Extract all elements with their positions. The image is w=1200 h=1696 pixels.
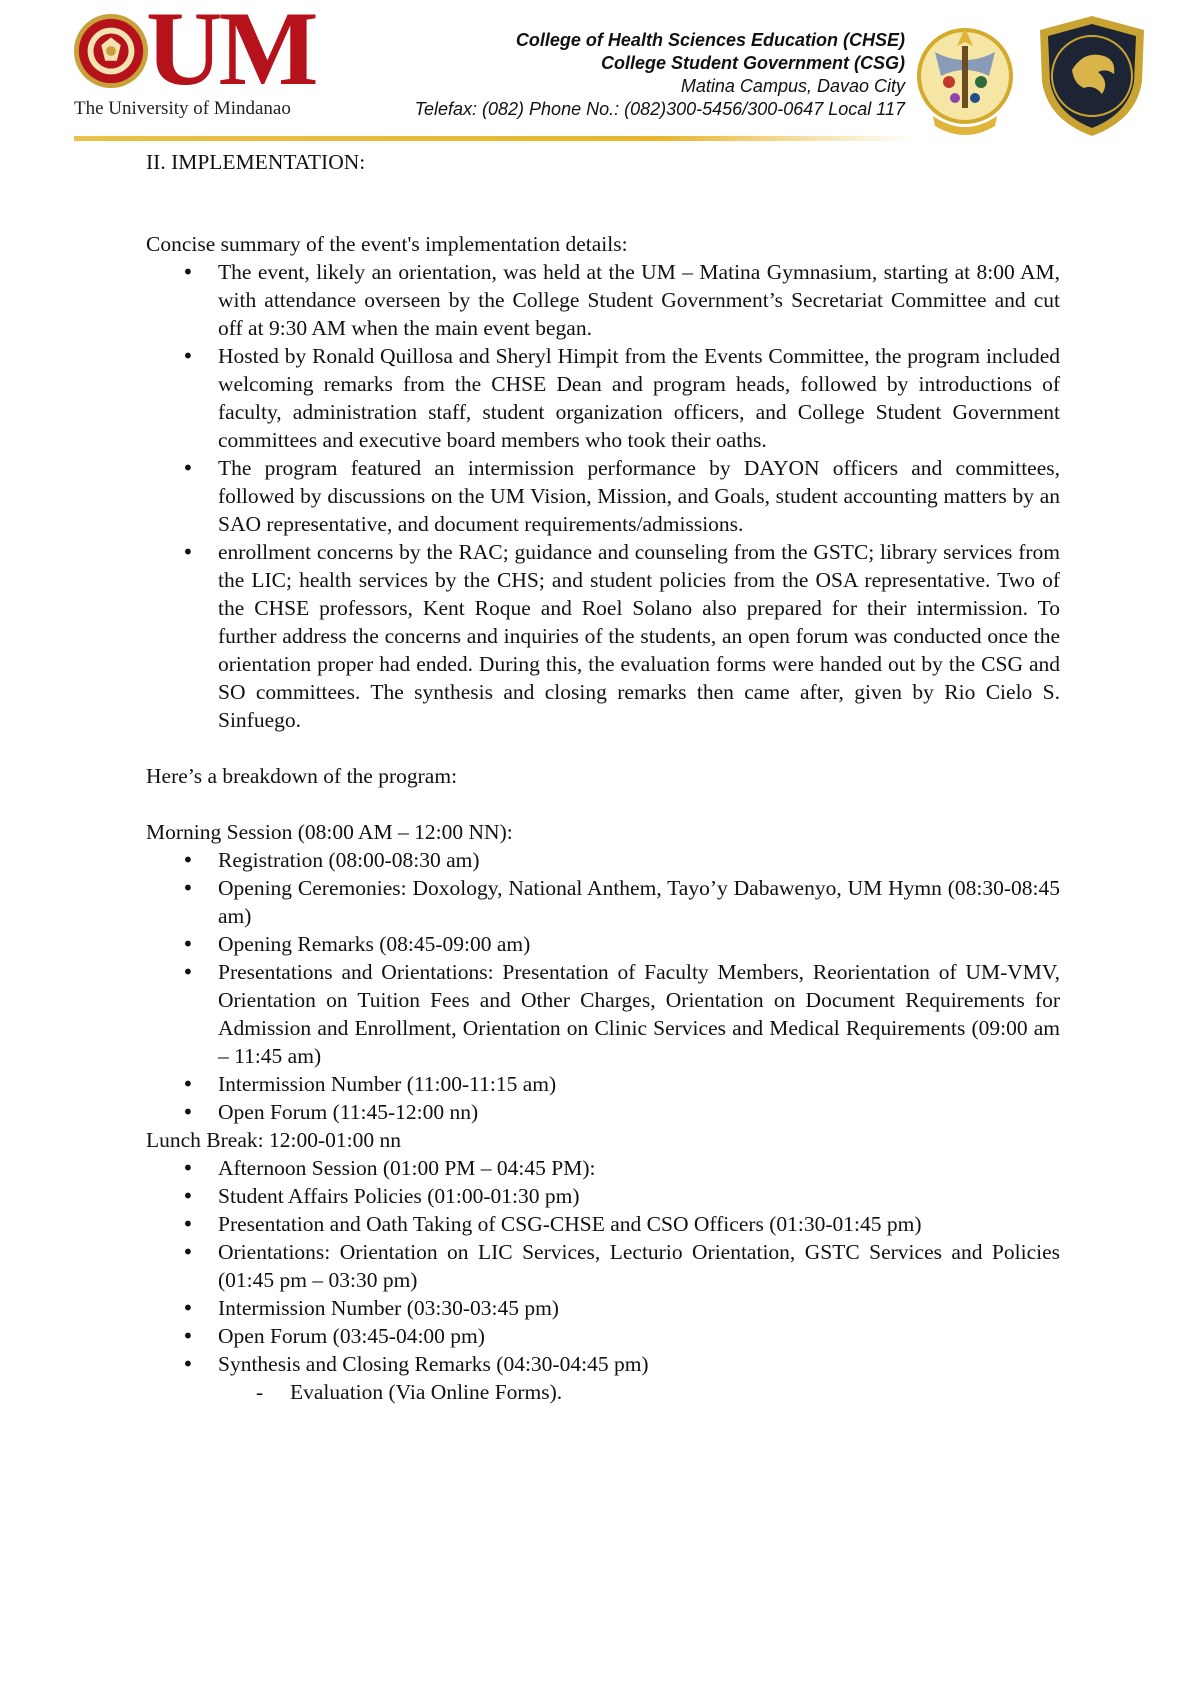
summary-intro: Concise summary of the event's implementation details: xyxy=(146,232,628,256)
um-seal-icon xyxy=(72,12,150,90)
list-item: • Synthesis and Closing Remarks (04:30-04:45 pm) xyxy=(146,1350,1060,1378)
list-item: • Registration (08:00-08:30 am) xyxy=(146,846,1060,874)
letterhead xyxy=(0,0,1200,150)
list-item: • The event, likely an orientation, was held at the UM – Matina Gymnasium, starting at 8:00 AM, with attendance overseen by the College Student Government’s Secretariat Committee and cut off at 9:30 AM when the main event began. xyxy=(146,258,1060,342)
list-item: • Opening Ceremonies: Doxology, National Anthem, Tayo’y Dabawenyo, UM Hymn (08:30-08:45 am) xyxy=(146,874,1060,930)
list-item: • The program featured an intermission performance by DAYON officers and committees, followed by discussions on the UM Vision, Mission, and Goals, student accounting matters by an SAO representative, and document requirements/admissions. xyxy=(146,454,1060,538)
list-item: • Presentation and Oath Taking of CSG-CHSE and CSO Officers (01:30-01:45 pm) xyxy=(146,1210,1060,1238)
section-heading: II. IMPLEMENTATION: xyxy=(146,150,366,174)
list-item: • Intermission Number (11:00-11:15 am) xyxy=(146,1070,1060,1098)
list-item: • Orientations: Orientation on LIC Services, Lecturio Orientation, GSTC Services and Policies (01:45 pm – 03:30 pm) xyxy=(146,1238,1060,1294)
list-item: • Hosted by Ronald Quillosa and Sheryl Himpit from the Events Committee, the program included welcoming remarks from the CHSE Dean and program heads, followed by introductions of faculty, administration staff, student organization officers, and College Student Government committees and executive board members who took their oaths. xyxy=(146,342,1060,454)
document-body xyxy=(146,148,1060,1406)
chse-seal-icon xyxy=(915,16,1015,142)
sub-list-item-text: Evaluation (Via Online Forms). xyxy=(290,1380,563,1404)
um-logo: UM xyxy=(146,0,315,107)
list-item: • enrollment concerns by the RAC; guidance and counseling from the GSTC; library services from the LIC; health services by the CHS; and student policies from the OSA representative. Two of the CHSE professors, Kent Roque and Roel Solano also prepared for their intermission. To further address the concerns and inquiries of the students, an open forum was conducted once the orientation proper had ended. During this, the evaluation forms were handed out by the CSG and SO committees. The synthesis and closing remarks then came after, given by Rio Cielo S. Sinfuego. xyxy=(146,538,1060,734)
list-item: • Open Forum (03:45-04:00 pm) xyxy=(146,1322,1060,1350)
telefax-line: Telefax: (082) Phone No.: (082)300-5456/300-0647 Local 117 xyxy=(414,99,905,119)
summary-list xyxy=(146,258,1060,734)
lunch-break: Lunch Break: 12:00-01:00 nn xyxy=(146,1128,401,1152)
morning-session-heading: Morning Session (08:00 AM – 12:00 NN): xyxy=(146,820,513,844)
csg-shield-icon xyxy=(1032,12,1152,140)
morning-session-list xyxy=(146,846,1060,1126)
breakdown-intro: Here’s a breakdown of the program: xyxy=(146,764,458,788)
list-item: • Afternoon Session (01:00 PM – 04:45 PM): xyxy=(146,1154,1060,1182)
list-item: • Intermission Number (03:30-03:45 pm) xyxy=(146,1294,1060,1322)
header-divider xyxy=(74,136,914,141)
afternoon-session-list xyxy=(146,1154,1060,1378)
sub-list-item xyxy=(146,1378,1060,1406)
campus-address: Matina Campus, Davao City xyxy=(680,76,905,96)
college-name: College of Health Sciences Education (CHSE) xyxy=(515,30,905,50)
list-item: • Open Forum (11:45-12:00 nn) xyxy=(146,1098,1060,1126)
list-item: • Presentations and Orientations: Presentation of Faculty Members, Reorientation of UM-VMV, Orientation on Tuition Fees and Other Charges, Orientation on Document Requirements for Admission and Enrollment, Orientation on Clinic Services and Medical Requirements (09:00 am – 11:45 am) xyxy=(146,958,1060,1070)
list-item: • Student Affairs Policies (01:00-01:30 pm) xyxy=(146,1182,1060,1210)
student-government-name: College Student Government (CSG) xyxy=(600,53,905,73)
list-item: • Opening Remarks (08:45-09:00 am) xyxy=(146,930,1060,958)
college-info xyxy=(415,29,905,121)
dash-marker: - xyxy=(256,1380,264,1404)
university-name: The University of Mindanao xyxy=(74,98,291,119)
